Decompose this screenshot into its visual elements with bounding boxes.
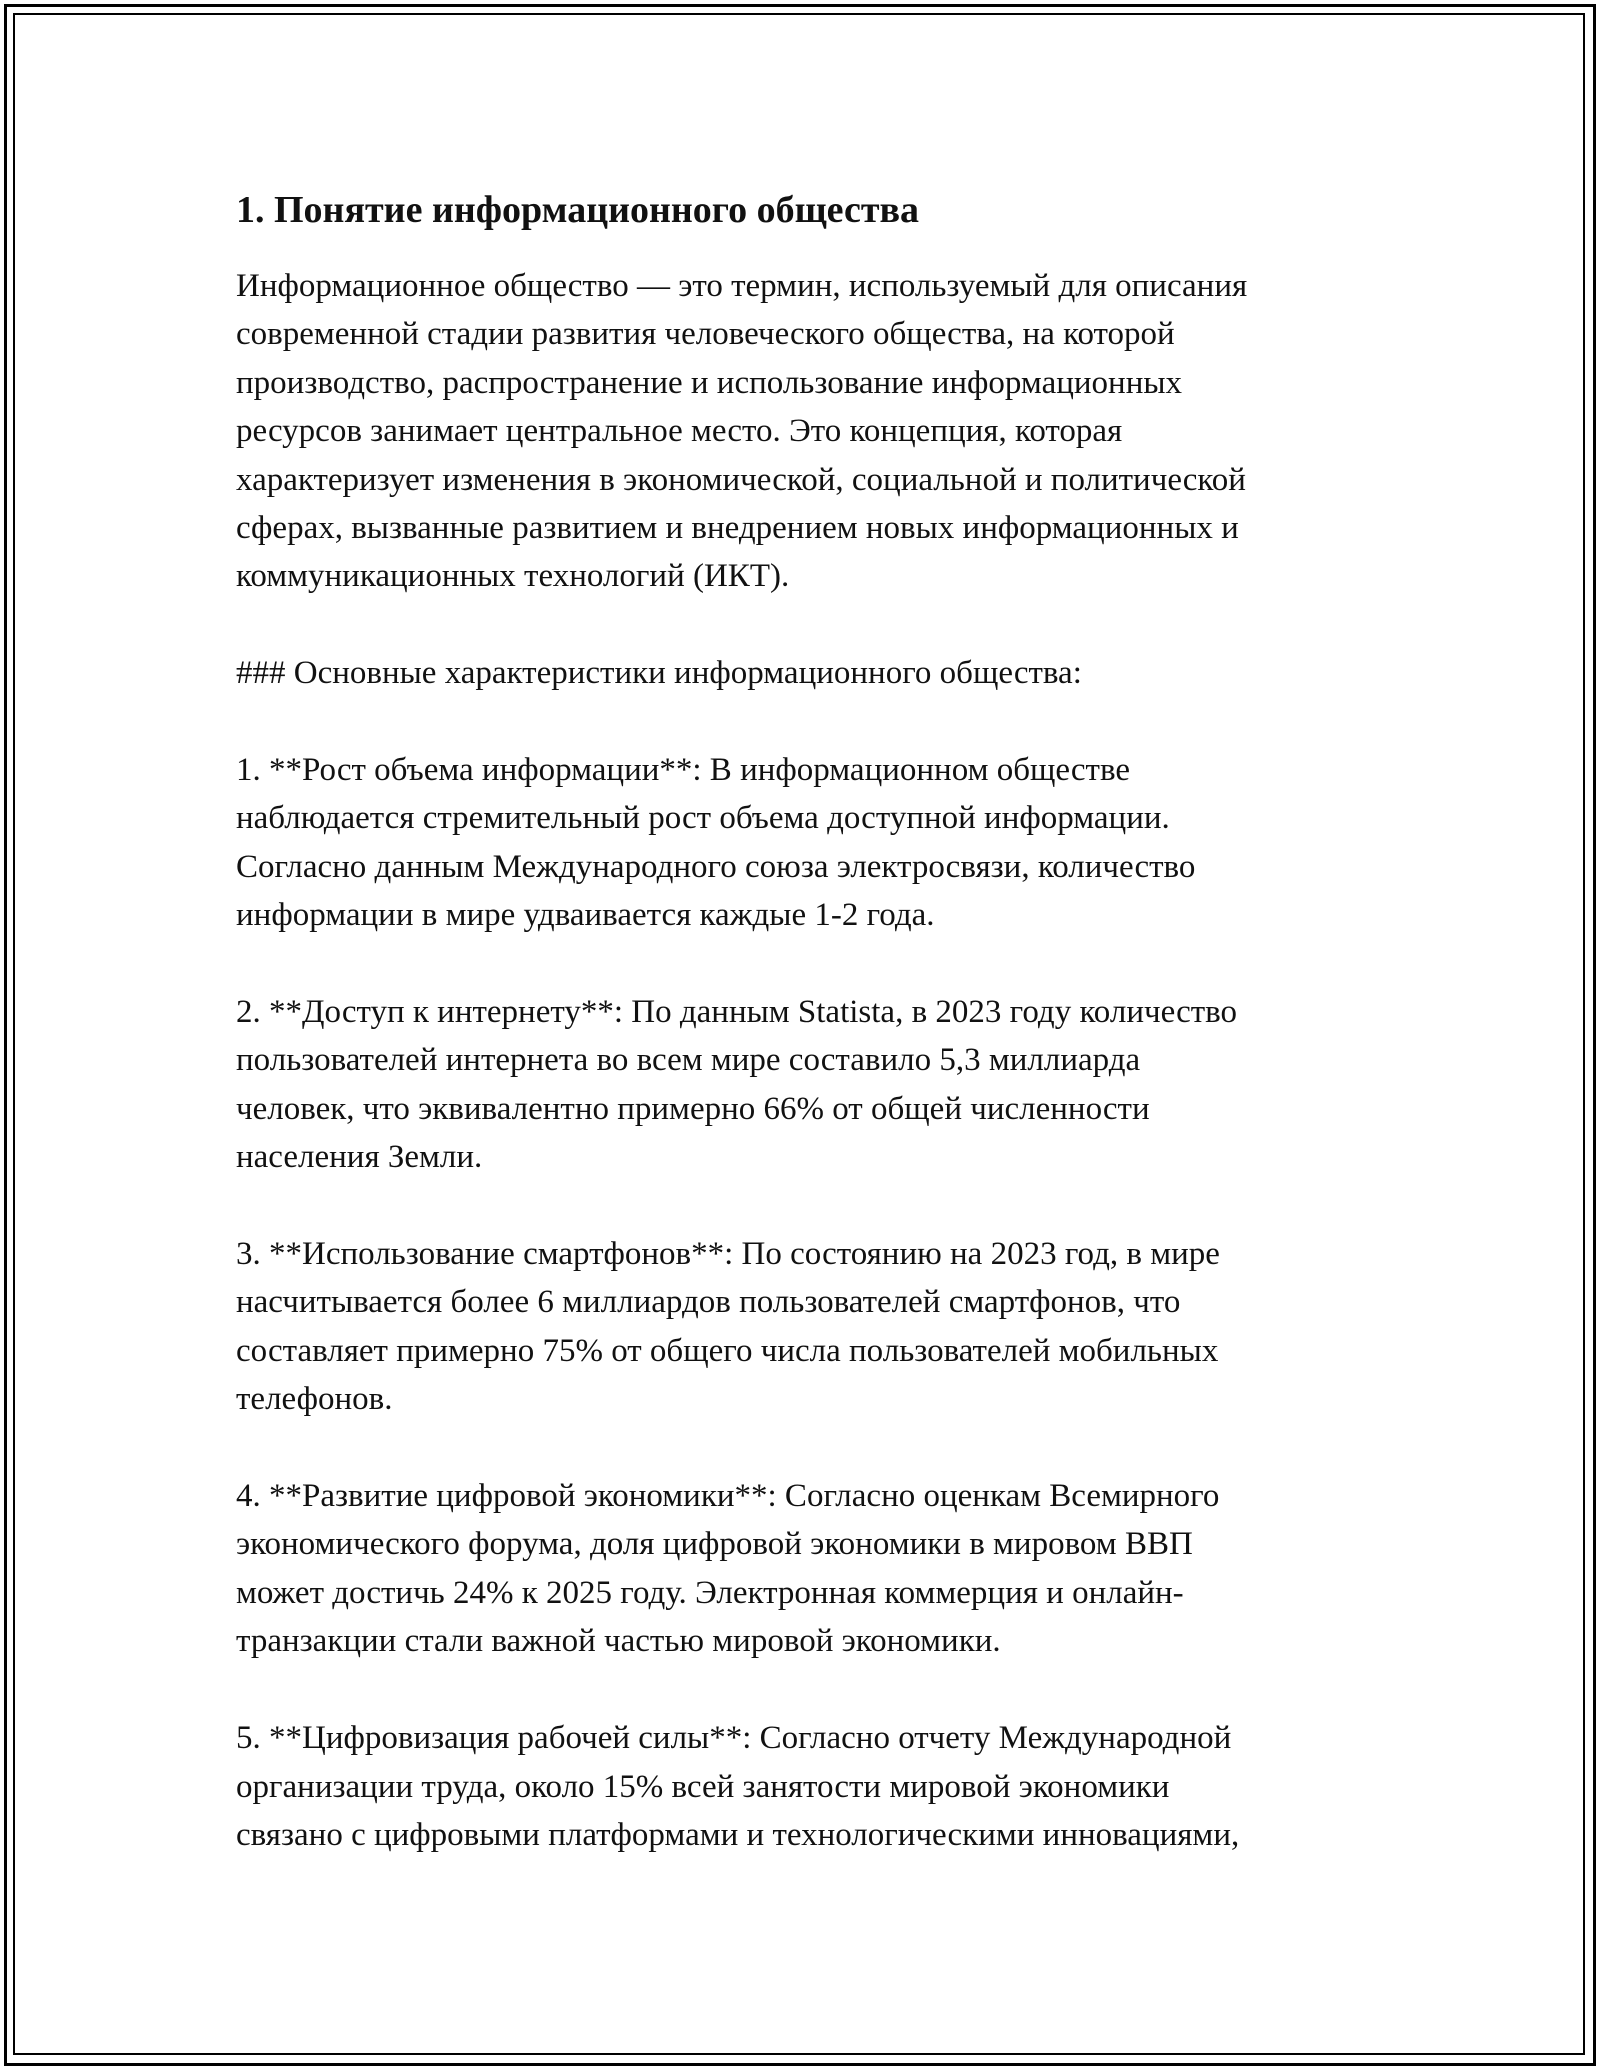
text-line: Согласно данным Международного союза электросвязи, количество [236, 848, 1196, 885]
list-item-4 [236, 1472, 1406, 1666]
paragraph-gap [236, 1666, 1406, 1714]
text-line: 1. **Рост объема информации**: В информационном обществе [236, 752, 1130, 789]
text-line: 3. **Использование смартфонов**: По состоянию на 2023 год, в мире [236, 1236, 1220, 1273]
text-line: ресурсов занимает центральное место. Это концепция, которая [236, 413, 1123, 450]
text-line: 2. **Доступ к интернету**: По данным Statista, в 2023 году количество [236, 994, 1237, 1031]
section-heading: 1. Понятие информационного общества [236, 189, 920, 231]
text-line: человек, что эквивалентно примерно 66% от общей численности [236, 1090, 1150, 1127]
subheading [236, 649, 1406, 697]
list-item-1 [236, 746, 1406, 940]
text-line: может достичь 24% к 2025 году. Электронная коммерция и онлайн- [236, 1574, 1184, 1611]
paragraph-gap [236, 1424, 1406, 1472]
intro-paragraph [236, 262, 1406, 601]
text-line: наблюдается стремительный рост объема доступной информации. [236, 800, 1170, 837]
subheading-text: ### Основные характеристики информационного общества: [236, 655, 1082, 692]
paragraph-gap [236, 940, 1406, 988]
text-line: телефонов. [236, 1381, 393, 1418]
list-item-3 [236, 1230, 1406, 1424]
document-page [236, 186, 1406, 1859]
text-line: транзакции стали важной частью мировой экономики. [236, 1623, 1001, 1660]
text-line: связано с цифровыми платформами и технологическими инновациями, [236, 1816, 1240, 1853]
text-line: населения Земли. [236, 1139, 483, 1176]
text-line: пользователей интернета во всем мире составило 5,3 миллиарда [236, 1042, 1141, 1079]
text-line: современной стадии развития человеческого общества, на которой [236, 316, 1175, 353]
text-line: 5. **Цифровизация рабочей силы**: Согласно отчету Международной [236, 1720, 1232, 1757]
list-item-5 [236, 1714, 1406, 1859]
list-item-2 [236, 988, 1406, 1182]
paragraph-gap [236, 1182, 1406, 1230]
text-line: сферах, вызванные развитием и внедрением новых информационных и [236, 510, 1239, 547]
text-line: экономического форума, доля цифровой экономики в мировом ВВП [236, 1526, 1193, 1563]
paragraph-gap [236, 601, 1406, 649]
paragraph-gap [236, 698, 1406, 746]
text-line: коммуникационных технологий (ИКТ). [236, 558, 790, 595]
text-line: насчитывается более 6 миллиардов пользователей смартфонов, что [236, 1284, 1181, 1321]
text-line: характеризует изменения в экономической, социальной и политической [236, 461, 1246, 498]
text-line: 4. **Развитие цифровой экономики**: Согласно оценкам Всемирного [236, 1478, 1220, 1515]
text-line: организации труда, около 15% всей занятости мировой экономики [236, 1768, 1170, 1805]
text-line: Информационное общество — это термин, используемый для описания [236, 268, 1248, 304]
text-line: информации в мире удваивается каждые 1-2 года. [236, 897, 935, 934]
text-line: составляет примерно 75% от общего числа пользователей мобильных [236, 1332, 1219, 1369]
text-line: производство, распространение и использование информационных [236, 364, 1183, 401]
